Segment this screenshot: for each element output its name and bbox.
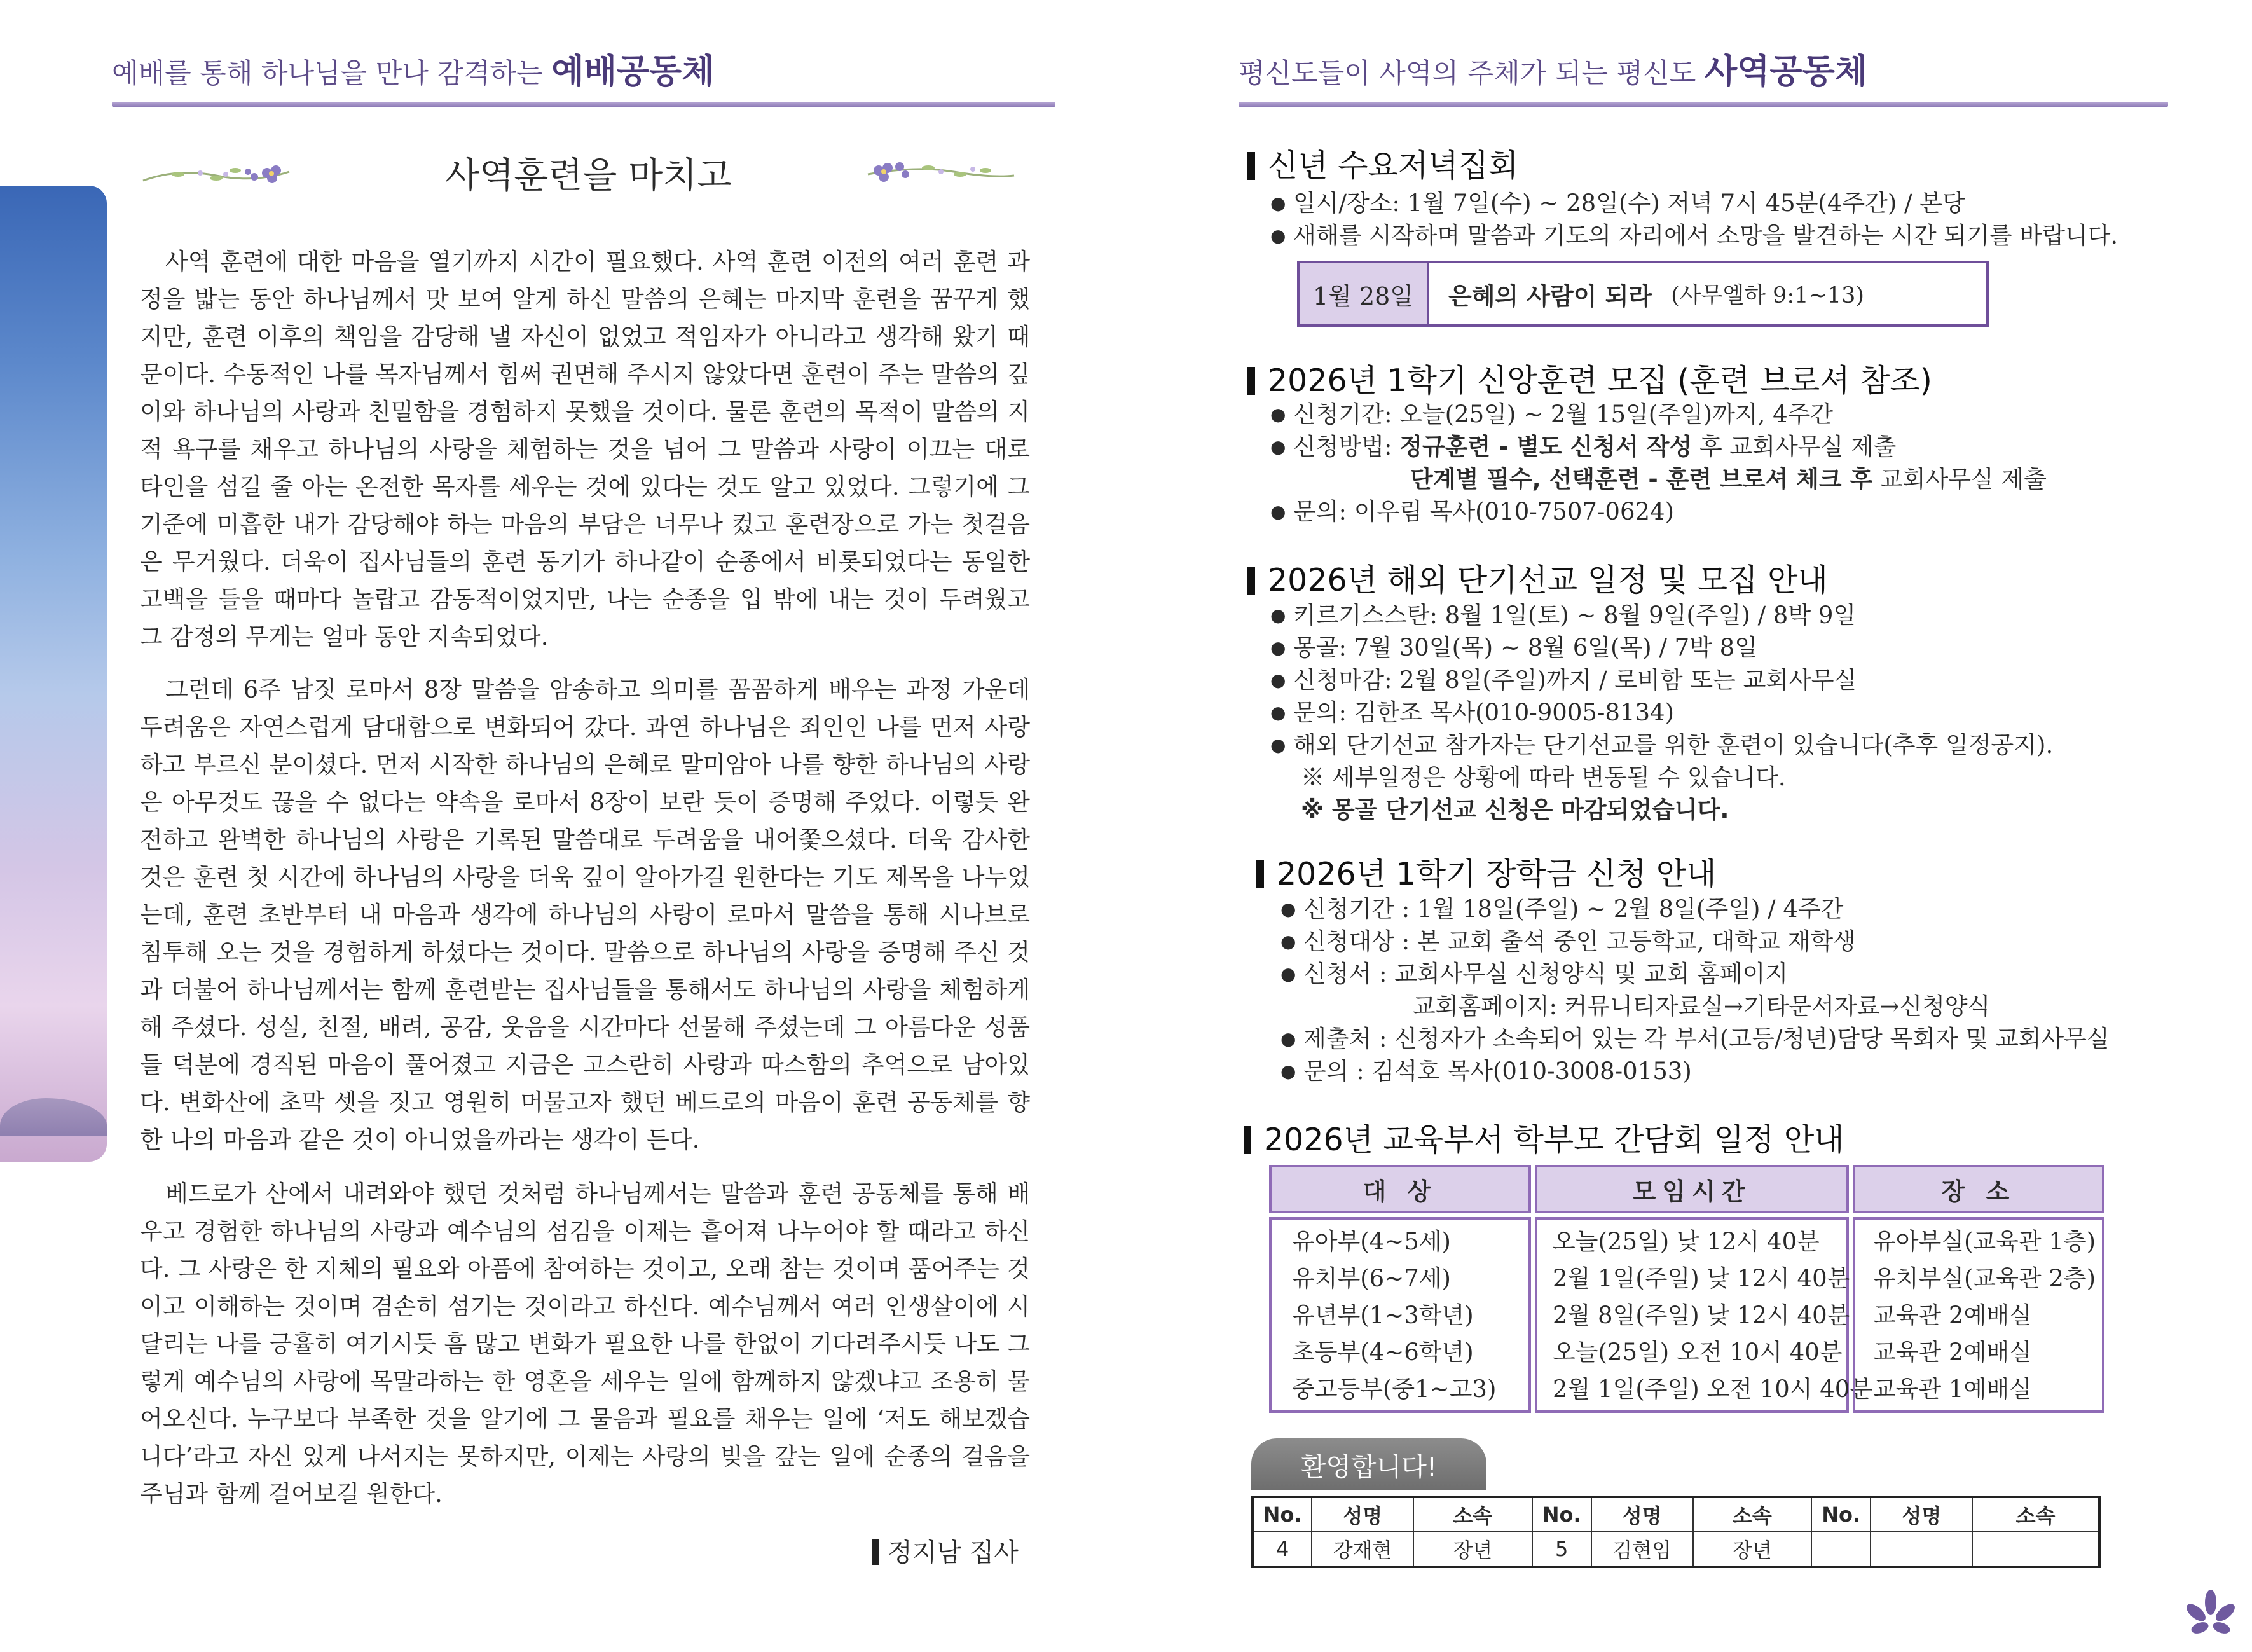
list-item: ● 신청대상 : 본 교회 출석 중인 고등학교, 대학교 재학생 xyxy=(1280,925,2110,958)
corner-flower-icon xyxy=(2182,1588,2239,1639)
section-bar-icon xyxy=(1247,567,1255,595)
table-header: 소속 xyxy=(1413,1497,1532,1532)
welcome-tab: 환영합니다! xyxy=(1251,1438,1486,1490)
table-cell: 김현임 xyxy=(1591,1532,1693,1567)
list-item: ● 신청마감: 2월 8일(주일)까지 / 로비함 또는 교회사무실 xyxy=(1270,664,2053,696)
section-title-wednesday-service: 신년 수요저녁집회 xyxy=(1247,141,1518,186)
list-item-continued: 교회홈페이지: 커뮤니티자료실→기타문서자료→신청양식 xyxy=(1413,993,1991,1020)
right-page-header xyxy=(1239,52,2168,107)
table-cell: 오늘(25일) 오전 10시 40분 xyxy=(1553,1339,1843,1366)
table-header: 소속 xyxy=(1693,1497,1811,1532)
schedule-header-time: 모임시간 xyxy=(1535,1165,1849,1213)
table-cell: 유치부실(교육관 2층) xyxy=(1873,1265,2096,1292)
schedule-header-target: 대 상 xyxy=(1269,1165,1531,1213)
table-cell: 유치부(6~7세) xyxy=(1292,1265,1451,1292)
schedule-header-place: 장 소 xyxy=(1853,1165,2104,1213)
article-author: 정지남 집사 xyxy=(872,1532,1019,1569)
list-item: ● 신청서 : 교회사무실 신청양식 및 교회 홈페이지 xyxy=(1280,958,2110,990)
note-item-bold: ※ 몽골 단기선교 신청은 마감되었습니다. xyxy=(1301,796,1729,823)
table-cell: 장년 xyxy=(1693,1532,1811,1567)
table-header: 성명 xyxy=(1312,1497,1413,1532)
flower-decoration-left xyxy=(140,155,292,193)
table-cell xyxy=(1972,1532,2099,1567)
schedule-times xyxy=(1535,1217,1873,1413)
section-bar-icon xyxy=(1256,860,1264,888)
sermon-date: 1월 28일 xyxy=(1300,263,1429,324)
section-body-mission-trip xyxy=(1270,599,2053,826)
list-item: ● 문의: 이우림 목사(010-7507-0624) xyxy=(1270,495,2047,528)
note-item: ※ 세부일정은 상황에 따라 변동될 수 있습니다. xyxy=(1301,764,1786,791)
table-cell: 교육관 2예배실 xyxy=(1873,1302,2032,1329)
list-item: ● 키르기스스탄: 8월 1일(토) ~ 8월 9일(주일) / 8박 9일 xyxy=(1270,599,2053,631)
section-body-faith-training xyxy=(1270,398,2047,528)
flower-decoration-right xyxy=(865,153,1017,191)
list-item: ● 신청기간: 오늘(25일) ~ 2월 15일(주일)까지, 4주간 xyxy=(1270,398,2047,430)
table-cell: 유아부(4~5세) xyxy=(1292,1228,1451,1255)
list-item: ● 문의: 김한조 목사(010-9005-8134) xyxy=(1270,696,2053,729)
article-title: 사역훈련을 마치고 xyxy=(445,155,732,196)
section-title-parent-meeting: 2026년 교육부서 학부모 간담회 일정 안내 xyxy=(1244,1115,1844,1160)
table-cell: 교육관 1예배실 xyxy=(1873,1375,2032,1403)
table-cell: 오늘(25일) 낮 12시 40분 xyxy=(1553,1228,1820,1255)
section-title-mission-trip: 2026년 해외 단기선교 일정 및 모집 안내 xyxy=(1247,556,1828,600)
section-bar-icon xyxy=(1247,152,1255,180)
list-item: ● 해외 단기선교 참가자는 단기선교를 위한 훈련이 있습니다(추후 일정공지). xyxy=(1270,729,2053,761)
table-header: 성명 xyxy=(1591,1497,1693,1532)
table-cell: 강재현 xyxy=(1312,1532,1413,1567)
section-title-scholarship: 2026년 1학기 장학금 신청 안내 xyxy=(1256,850,1717,894)
list-item: ● 새해를 시작하며 말씀과 기도의 자리에서 소망을 발견하는 시간 되기를 바랍니다. xyxy=(1270,219,2118,252)
list-item-continued: 단계별 필수, 선택훈련 - 훈련 브로셔 체크 후 교회사무실 제출 xyxy=(1410,465,2047,493)
table-cell: 중고등부(중1~고3) xyxy=(1292,1375,1497,1403)
section-body-wednesday-service xyxy=(1270,187,2118,252)
table-cell xyxy=(1811,1532,1871,1567)
section-title-faith-training: 2026년 1학기 신앙훈련 모집 (훈련 브로셔 참조) xyxy=(1247,356,1932,401)
table-header-row xyxy=(1253,1497,2099,1532)
table-header: No. xyxy=(1253,1497,1312,1532)
table-header: 성명 xyxy=(1871,1497,1972,1532)
table-cell: 초등부(4~6학년) xyxy=(1292,1339,1474,1366)
list-item: ● 신청기간 : 1월 18일(주일) ~ 2월 8일(주일) / 4주간 xyxy=(1280,893,2110,925)
table-cell: 4 xyxy=(1253,1532,1312,1567)
list-item: ● 신청방법: 정규훈련 - 별도 신청서 작성 후 교회사무실 제출 xyxy=(1270,430,2047,463)
section-bar-icon xyxy=(1247,367,1255,395)
author-bar-icon xyxy=(872,1539,879,1565)
list-item: ● 문의 : 김석호 목사(010-3008-0153) xyxy=(1280,1055,2110,1087)
list-item: ● 일시/장소: 1월 7일(수) ~ 28일(수) 저녁 7시 45분(4주간) / 본당 xyxy=(1270,187,2118,219)
table-cell: 5 xyxy=(1532,1532,1591,1567)
welcome-table xyxy=(1251,1496,2101,1568)
table-cell xyxy=(1871,1532,1972,1567)
side-decoration xyxy=(0,186,107,1162)
table-cell: 2월 1일(주일) 낮 12시 40분 xyxy=(1553,1265,1850,1292)
list-item: ● 제출처 : 신청자가 소속되어 있는 각 부서(고등/청년)담당 목회자 및 교회사무실 xyxy=(1280,1022,2110,1055)
table-header: 소속 xyxy=(1972,1497,2099,1532)
right-header-rule xyxy=(1239,102,2168,107)
hill-decoration xyxy=(0,1098,107,1136)
right-header-text: 평신도들이 사역의 주체가 되는 평신도 사역공동체 xyxy=(1239,52,1867,91)
table-cell: 교육관 2예배실 xyxy=(1873,1339,2032,1366)
section-bar-icon xyxy=(1244,1126,1251,1154)
article-paragraph-2: 그런데 6주 남짓 로마서 8장 말씀을 암송하고 의미를 꼼꼼하게 배우는 과정 가운데 두려움은 자연스럽게 담대함으로 변화되어 갔다. 과연 하나님은 죄인인 나를 먼저 사랑하고 부르신 분이셨다. 먼저 시작한 하나님의 은혜로 말미암아 나를 향한 하나님의 사랑은 아무것도 끊을 수 없다는 약속을 로마서 8장이 보란 듯이 증명해 주었다. 이렇듯 완전하고 완벽한 하나님의 사랑은 기록된 말씀대로 두려움을 내어쫓으셨다. 더욱 감사한 것은 훈련 첫 시간에 하나님의 사랑을 더욱 깊이 알아가길 원한다는 기도 제목을 나누었는데, 훈련 초반부터 내 마음과 생각에 하나님의 사랑이 로마서 말씀을 통해 시나브로 침투해 오는 것을 경험하게 하셨다는 것이다. 말씀으로 하나님의 사랑을 증명해 주신 것과 더불어 하나님께서는 함께 훈련받는 집사님들을 통해서도 하나님의 사랑을 체험하게 해 주셨다. 성실, 친절, 배려, 공감, 웃음을 시간마다 선물해 주셨는데 그 아름다운 성품들 덕분에 경직된 마음이 풀어졌고 지금은 고스란히 사랑과 따스함의 추억으로 남아있다. 변화산에 초막 셋을 짓고 영원히 머물고자 했던 베드로의 마음이 훈련 공동체를 향한 나의 마음과 같은 것이 아니었을까라는 생각이 든다. xyxy=(140,676,1030,1153)
table-cell: 장년 xyxy=(1413,1532,1532,1567)
left-header-rule xyxy=(112,102,1055,107)
schedule-places xyxy=(1853,1217,2104,1413)
schedule-targets xyxy=(1269,1217,1531,1413)
table-cell: 유아부실(교육관 1층) xyxy=(1873,1228,2096,1255)
article-paragraph-3: 베드로가 산에서 내려와야 했던 것처럼 하나님께서는 말씀과 훈련 공동체를 통해 배우고 경험한 하나님의 사랑과 예수님의 섬김을 이제는 흩어져 나누어야 할 때라고 하신다. 그 사랑은 한 지체의 필요와 아픔에 참여하는 것이고, 오래 참는 것이며 품어주는 것이고 이해하는 것이며 겸손히 섬기는 것이라고 하신다. 예수님께서 여러 인생살이에 시달리는 나를 긍휼히 여기시듯 흠 많고 변화가 필요한 나를 한없이 기다려주시듯 나도 그렇게 예수님의 사랑에 목말라하는 한 영혼을 세우는 일에 함께하지 않겠냐고 조용히 물어오신다. 누구보다 부족한 것을 알기에 그 물음과 필요를 채우는 일에 ‘저도 해보겠습니다’라고 자신 있게 나서지는 못하지만, 이제는 사랑의 빚을 갚는 일에 순종의 걸음을 주님과 함께 걸어보길 원한다. xyxy=(140,1180,1030,1508)
sermon-reference: (사무엘하 9:1~13) xyxy=(1671,283,1864,308)
sermon-date-box xyxy=(1297,261,1989,327)
table-row xyxy=(1253,1532,2099,1567)
sermon-info xyxy=(1429,263,1986,324)
section-body-scholarship xyxy=(1280,893,2110,1087)
article-paragraph-1: 사역 훈련에 대한 마음을 열기까지 시간이 필요했다. 사역 훈련 이전의 여러 훈련 과정을 밟는 동안 하나님께서 맛 보여 알게 하신 말씀의 은혜는 마지막 훈련을 꿈꾸게 했지만, 훈련 이후의 책임을 감당해 낼 자신이 없었고 적임자가 아니라고 생각해 왔기 때문이다. 수동적인 나를 목자님께서 힘써 권면해 주시지 않았다면 훈련이 주는 말씀의 깊이와 하나님의 사랑과 친밀함을 경험하지 못했을 것이다. 물론 훈련의 목적이 말씀의 지적 욕구를 채우고 하나님의 사랑을 체험하는 것을 넘어 그 말씀과 사랑이 이끄는 대로 타인을 섬길 줄 아는 온전한 목자를 세우는 것에 있다는 것도 알고 있었다. 그렇기에 그 기준에 미흡한 내가 감당해야 하는 마음의 부담은 너무나 컸고 훈련장으로 가는 첫걸음은 무거웠다. 더욱이 집사님들의 훈련 동기가 하나같이 순종에서 비롯되었다는 동일한 고백을 들을 때마다 놀랍고 감동적이었지만, 나는 순종을 입 밖에 내는 것이 두려웠고 그 감정의 무게는 얼마 동안 지속되었다. xyxy=(140,248,1030,650)
list-item: ● 몽골: 7월 30일(목) ~ 8월 6일(목) / 7박 8일 xyxy=(1270,631,2053,664)
left-header-text: 예배를 통해 하나님을 만나 감격하는 예배공동체 xyxy=(112,52,715,91)
table-header: No. xyxy=(1811,1497,1871,1532)
table-cell: 2월 8일(주일) 낮 12시 40분 xyxy=(1553,1302,1850,1329)
left-page-header xyxy=(112,52,1055,107)
table-cell: 2월 1일(주일) 오전 10시 40분 xyxy=(1553,1375,1873,1403)
table-cell: 유년부(1~3학년) xyxy=(1292,1302,1474,1329)
sermon-title: 은혜의 사람이 되라 xyxy=(1448,282,1652,310)
table-header: No. xyxy=(1532,1497,1591,1532)
